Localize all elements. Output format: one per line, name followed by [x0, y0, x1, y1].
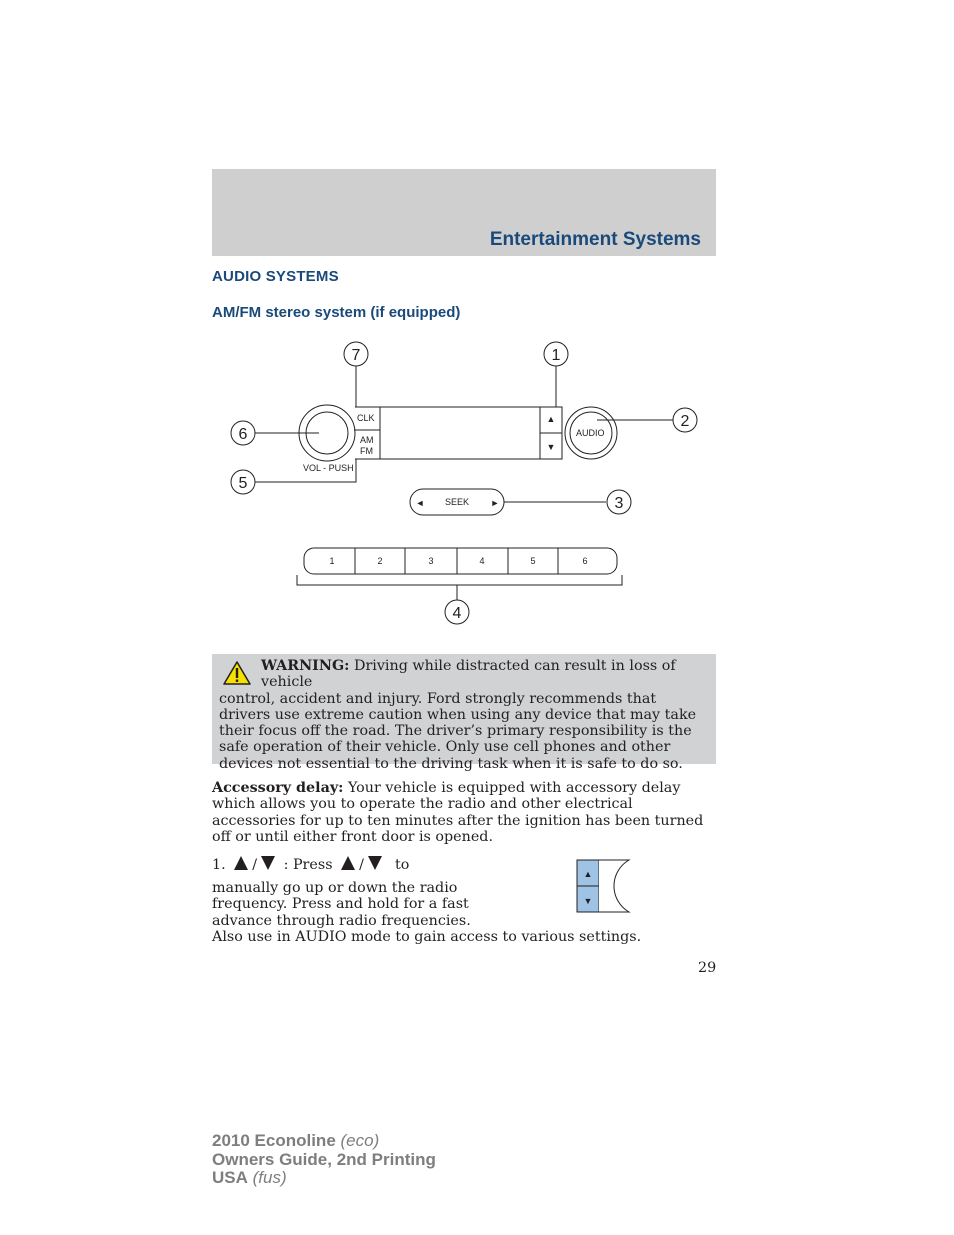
preset-1: 1: [329, 556, 335, 566]
audio-label: AUDIO: [576, 428, 605, 438]
item-1-number: 1.: [212, 857, 226, 873]
footer-line-3: [212, 1169, 436, 1188]
accessory-delay-paragraph: [212, 780, 716, 845]
warning-text-first: Driving while distracted can result in loss of vehicle: [261, 658, 676, 691]
item-1-last-line: Also use in AUDIO mode to gain access to various settings.: [212, 929, 642, 945]
seek-label: SEEK: [445, 497, 470, 507]
accessory-delay-text: Your vehicle is equipped with accessory delay which allows you to operate the radio and other electrical accessories for up to ten minutes after the ignition has been turned off or until either front door is opened.: [212, 780, 704, 845]
footer-region: USA: [212, 1168, 248, 1187]
callout-3: 3: [614, 495, 624, 512]
footer-region-code: (fus): [252, 1168, 287, 1187]
item-1-slash: /: [252, 857, 258, 873]
seek-right-icon: ►: [490, 498, 500, 508]
section-header-band: [212, 169, 716, 256]
am-label: AM: [360, 435, 374, 445]
footer-line-1: [212, 1132, 436, 1151]
callout-5: 5: [238, 475, 248, 492]
preset-5: 5: [530, 556, 536, 566]
item-1-line: [212, 855, 409, 875]
footer-model-code: (eco): [340, 1131, 380, 1150]
preset-2: 2: [377, 556, 383, 566]
seek-left-icon: ◄: [415, 498, 425, 508]
warning-text-rest: control, accident and injury. Ford strongly recommends that drivers use extreme caution when using any device that may take their focus off the road. The driver’s primary responsibility is the safe operation of their vehicle. Only use cell phones and other devices not essential to the driving task when it is safe to do so.: [219, 690, 697, 772]
footer-model: 2010 Econoline: [212, 1131, 336, 1150]
item-1-press: : Press: [283, 857, 333, 873]
fm-label: FM: [360, 446, 373, 456]
accessory-delay-label: Accessory delay:: [212, 780, 344, 796]
warning-box: [212, 654, 716, 772]
warning-first-line: [219, 658, 706, 691]
preset-strip: [304, 548, 617, 574]
up-triangle-icon: [233, 855, 249, 871]
callout-7: 7: [351, 347, 361, 364]
up-arrow-icon: ▲: [546, 414, 556, 424]
down-triangle-icon: [367, 855, 383, 871]
warning-label: WARNING:: [261, 658, 350, 674]
callout-1: 1: [551, 347, 561, 364]
vol-push-label: VOL - PUSH: [303, 463, 354, 473]
tune-up-icon: ▲: [583, 869, 593, 879]
clk-label: CLK: [357, 413, 375, 423]
radio-diagram: [212, 335, 716, 635]
preset-4: 4: [479, 556, 485, 566]
warning-triangle-icon: [222, 660, 252, 686]
section-title: Entertainment Systems: [489, 229, 701, 250]
down-triangle-icon: [260, 855, 276, 871]
tune-buttons-illustration: [575, 858, 631, 916]
item-1-to: to: [395, 857, 410, 873]
down-arrow-icon: ▼: [546, 442, 556, 452]
tune-down-icon: ▼: [583, 896, 593, 906]
callout-4: 4: [452, 605, 462, 622]
footer-guide: Owners Guide, 2nd Printing: [212, 1149, 436, 1169]
heading-am-fm-stereo: AM/FM stereo system (if equipped): [212, 304, 461, 321]
item-1-body: manually go up or down the radio frequency. Press and hold for a fast advance through radio frequencies.: [212, 880, 471, 929]
preset-3: 3: [428, 556, 434, 566]
item-1-slash-2: /: [359, 857, 364, 873]
up-triangle-icon: [340, 855, 356, 871]
display-panel: [380, 407, 540, 459]
page-number: 29: [698, 960, 717, 976]
callout-6: 6: [238, 426, 248, 443]
callout-2: 2: [680, 413, 690, 430]
heading-audio-systems: AUDIO SYSTEMS: [212, 268, 339, 285]
preset-6: 6: [582, 556, 588, 566]
footer: [212, 1132, 436, 1188]
